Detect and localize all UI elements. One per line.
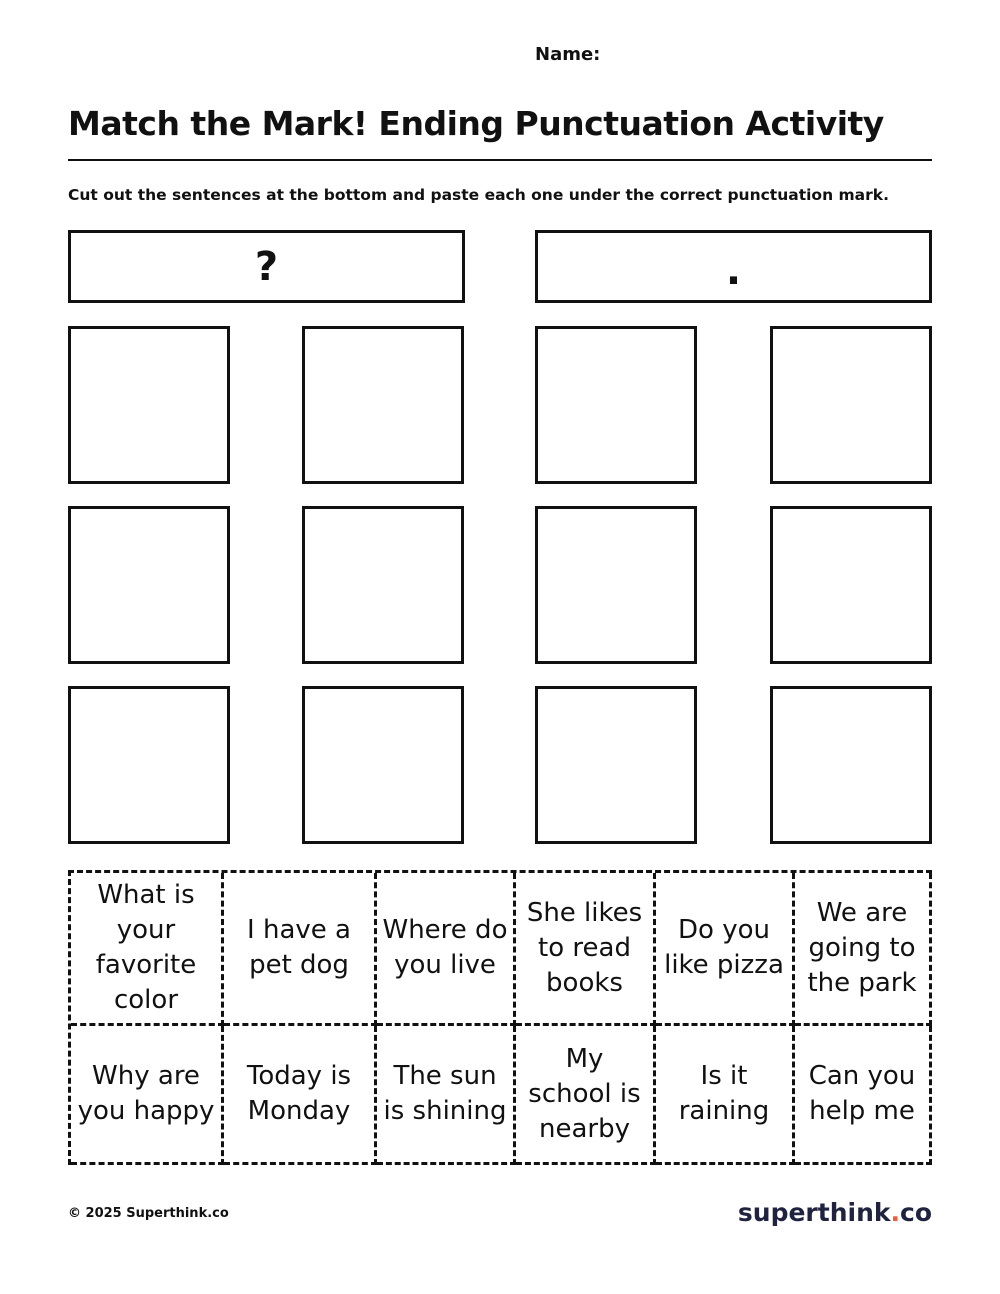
period-paste-box[interactable] bbox=[770, 686, 932, 844]
sentence-card[interactable]: Is it raining bbox=[656, 1026, 795, 1165]
sentence-card[interactable]: What is your favorite color bbox=[71, 873, 224, 1026]
period-paste-box[interactable] bbox=[535, 326, 697, 484]
sentence-card[interactable]: Can you help me bbox=[795, 1026, 932, 1165]
period-paste-box[interactable] bbox=[535, 506, 697, 664]
question-paste-box[interactable] bbox=[68, 326, 230, 484]
cut-out-cards bbox=[68, 870, 932, 1165]
question-paste-box[interactable] bbox=[302, 326, 464, 484]
sentence-card[interactable]: She likes to read books bbox=[516, 873, 656, 1026]
question-mark-header bbox=[68, 230, 465, 303]
brand-tld: co bbox=[900, 1198, 932, 1227]
sentence-card[interactable]: Today is Monday bbox=[224, 1026, 377, 1165]
brand-logo bbox=[738, 1198, 932, 1227]
period-header bbox=[535, 230, 932, 303]
brand-dot: . bbox=[890, 1198, 900, 1227]
question-paste-box[interactable] bbox=[68, 686, 230, 844]
sentence-card[interactable]: Where do you live bbox=[377, 873, 516, 1026]
question-paste-box[interactable] bbox=[68, 506, 230, 664]
period-paste-box[interactable] bbox=[770, 326, 932, 484]
sentence-card[interactable]: I have a pet dog bbox=[224, 873, 377, 1026]
name-label: Name: bbox=[535, 44, 601, 65]
question-paste-box[interactable] bbox=[302, 686, 464, 844]
page-title: Match the Mark! Ending Punctuation Activity bbox=[68, 104, 884, 143]
sentence-card[interactable]: Do you like pizza bbox=[656, 873, 795, 1026]
sentence-card[interactable]: The sun is shining bbox=[377, 1026, 516, 1165]
copyright-notice: © 2025 Superthink.co bbox=[68, 1206, 229, 1221]
brand-name: superthink bbox=[737, 1198, 891, 1227]
question-mark-label: ? bbox=[254, 243, 279, 290]
sentence-card[interactable]: Why are you happy bbox=[71, 1026, 224, 1165]
title-divider bbox=[68, 159, 932, 161]
instructions: Cut out the sentences at the bottom and paste each one under the correct punctuation mark. bbox=[68, 186, 889, 204]
period-paste-box[interactable] bbox=[770, 506, 932, 664]
sentence-card[interactable]: We are going to the park bbox=[795, 873, 932, 1026]
sentence-card[interactable]: My school is nearby bbox=[516, 1026, 656, 1165]
period-paste-box[interactable] bbox=[535, 686, 697, 844]
period-label: . bbox=[725, 247, 742, 294]
question-paste-box[interactable] bbox=[302, 506, 464, 664]
